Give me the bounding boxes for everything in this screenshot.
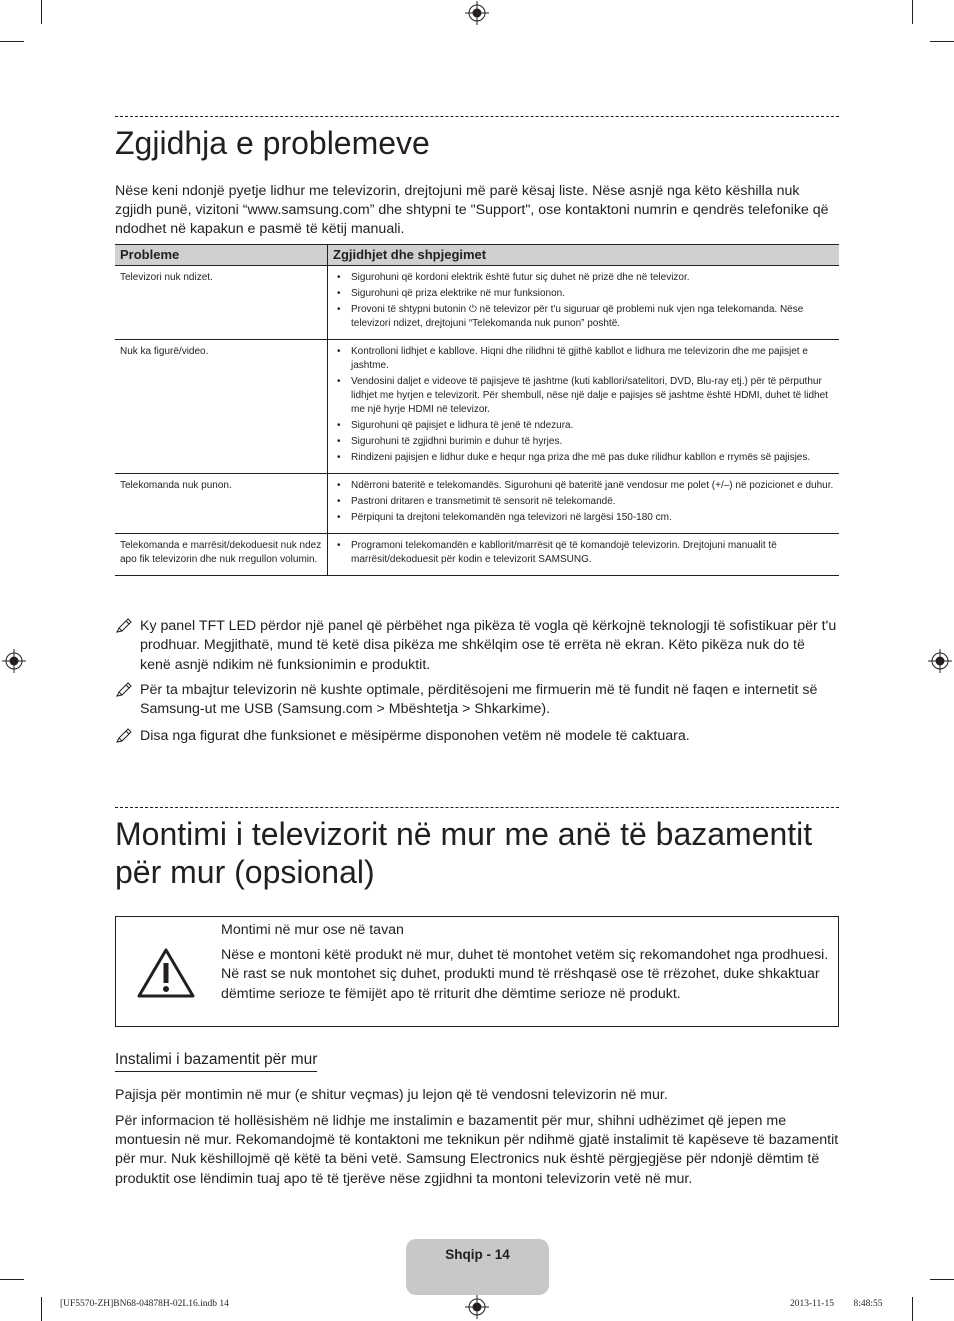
- solution-item: • Sigurohuni që priza elektrike në mur funksionon.: [333, 287, 834, 301]
- registration-mark-icon: [2, 649, 26, 673]
- note-text: Disa nga figurat dhe funksionet e mësipërme disponohen vetëm në modele të caktuara.: [140, 728, 690, 744]
- footer-file-info: [UF5570-ZH]BN68-04878H-02L16.indb 14: [60, 1299, 229, 1309]
- solutions-cell: [328, 474, 840, 534]
- table-row: [115, 340, 839, 474]
- footer-timestamp: 2013-11-15 ￿￿ 8:48:55: [790, 1299, 883, 1309]
- registration-mark-icon: [465, 1, 489, 25]
- problem-cell: Telekomanda e marrësit/dekoduesit nuk ndez apo fik televizorin dhe nuk rregullon volumin.: [115, 534, 328, 576]
- body-paragraph: Për informacion të hollësishëm në lidhje me instalimin e bazamentit për mur, shihni udhëzimet që jepen me montuesin në mur. Rekomandojmë të kontaktoni me teknikun për ndihmë gjatë instalimit të kapëseve të bazamentit për mur. Nuk këshillojmë që këtë ta bëni vetë. Samsung Electronics nuk është përgjegjëse për ndonjë dëmtim të produktit ose lëndimin tuaj apo të të tjerëve nëse zgjidhni ta montoni televizorin vetë në mur.: [115, 1113, 839, 1187]
- solutions-cell: [328, 266, 840, 340]
- solutions-cell: [328, 534, 840, 576]
- pencil-note-icon: [115, 728, 133, 744]
- note-item: [115, 681, 839, 720]
- solution-item: • Pastroni dritaren e transmetimit të sensorit në telekomandë.: [333, 495, 834, 509]
- pencil-note-icon: [115, 682, 133, 698]
- solution-item: • Sigurohuni që pajisjet e lidhura të jenë të ndezura.: [333, 419, 834, 433]
- table-row: [115, 534, 839, 576]
- crop-mark: [912, 1297, 913, 1321]
- crop-mark: [0, 41, 24, 42]
- registration-mark-icon: [928, 649, 952, 673]
- note-text: Ky panel TFT LED përdor një panel që përbëhet nga pikëza të vogla që kërkojnë teknologji të sofistikuar për t'u prodhuar. Megjithatë, mund të ketë disa pikëza me shkëlqim ose të errëta në ekran. Këto pikëza nuk do të kenë asnjë ndikim në funksionimin e produktit.: [140, 618, 837, 673]
- solution-item: • Vendosini daljet e videove të pajisjeve të jashtme (kuti kabllori/satelitori, DVD, Blu-ray etj.) për të përputhur lidhjet me hyrjen e televizorit. Për shembull, nëse një dalje e pajisjes së jashtme është HDMI, duhet të lidhet me një hyrje HDMI në televizor.: [333, 375, 834, 417]
- section-title: Montimi i televizorit në mur me anë të bazamentit për mur (opsional): [115, 816, 813, 890]
- warning-triangle-icon: [136, 947, 196, 999]
- table-row: [115, 266, 839, 340]
- warning-body: Nëse e montoni këtë produkt në mur, duhet të montohet vetëm siç rekomandohet nga prodhuesi. Në rast se nuk montohet siç duhet, produkti mund të rrëshqasë ose të rrëzohet, duke shkaktuar dëmtime serioze te fëmijët apo të rriturit dhe dëmtime serioze në produkt.: [221, 947, 829, 1002]
- pencil-note-icon: [115, 618, 133, 634]
- solutions-cell: [328, 340, 840, 474]
- section-divider: [115, 807, 839, 808]
- solution-item: • Sigurohuni të zgjidhni burimin e duhur të hyrjes.: [333, 435, 834, 449]
- table-row: [115, 474, 839, 534]
- section-divider: [115, 116, 839, 117]
- crop-mark: [41, 1297, 42, 1321]
- solution-item: • Sigurohuni që kordoni elektrik është futur siç duhet në prizë dhe në televizor.: [333, 271, 834, 285]
- section-title: Zgjidhja e problemeve: [115, 125, 430, 161]
- crop-mark: [930, 41, 954, 42]
- body-paragraph: Pajisja për montimin në mur (e shitur veçmas) ju lejon që të vendosni televizorin në mur.: [115, 1087, 668, 1103]
- intro-paragraph: Nëse keni ndonjë pyetje lidhur me televizorin, drejtojuni më parë kësaj liste. Nëse asnjë nga këto këshilla nuk zgjidh punë, vizitoni “www.samsung.com” dhe shtypni te "Support", ose kontaktoni numrin e qendrës telefonike që ndodhet në kapakun e pasmë të këtij manuali.: [115, 183, 829, 238]
- subheading: Instalimi i bazamentit për mur: [115, 1050, 317, 1072]
- warning-title: Montimi në mur ose në tavan: [221, 922, 404, 938]
- note-text: Për ta mbajtur televizorin në kushte optimale, përditësojeni me firmuerin më të fundit në faqen e internetit së Samsung-ut me USB (Samsung.com > Mbështetja > Shkarkime).: [140, 682, 818, 718]
- column-header-problems: Probleme: [115, 245, 328, 266]
- crop-mark: [912, 0, 913, 24]
- page-number: Shqip - 14: [445, 1247, 510, 1262]
- note-item: [115, 727, 839, 746]
- registration-mark-icon: [465, 1295, 489, 1319]
- crop-mark: [41, 0, 42, 24]
- problem-cell: Telekomanda nuk punon.: [115, 474, 328, 534]
- problem-cell: Nuk ka figurë/video.: [115, 340, 328, 474]
- column-header-solutions: Zgjidhjet dhe shpjegimet: [328, 245, 840, 266]
- solution-item: • Programoni telekomandën e kabllorit/marrësit që të komandojë televizorin. Drejtojuni manualit të marrësit/dekoduesit për kodin e televizorit SAMSUNG.: [333, 539, 834, 567]
- solution-item: • Përpiquni ta drejtoni telekomandën nga televizori në largësi 150-180 cm.: [333, 511, 834, 525]
- solution-item: • Provoni të shtypni butonin ⏻ në televizor për t'u siguruar që problemi nuk vjen nga telekomanda. Nëse televizori ndizet, drejtojuni “Telekomanda nuk punon” poshtë.: [333, 303, 834, 331]
- solution-item: • Rindizeni pajisjen e lidhur duke e hequr nga priza dhe më pas duke rilidhur kabllon e rrymës së pajisjes.: [333, 451, 834, 465]
- table-header-row: [115, 245, 839, 266]
- note-item: [115, 617, 839, 675]
- troubleshooting-table: [115, 244, 839, 576]
- page-number-tab: [406, 1239, 549, 1295]
- crop-mark: [930, 1279, 954, 1280]
- solution-item: • Ndërroni bateritë e telekomandës. Sigurohuni që bateritë janë vendosur me polet (+/–) në pozicionet e duhur.: [333, 479, 834, 493]
- warning-box: [115, 916, 839, 1027]
- problem-cell: Televizori nuk ndizet.: [115, 266, 328, 340]
- crop-mark: [0, 1279, 24, 1280]
- solution-item: • Kontrolloni lidhjet e kabllove. Hiqni dhe rilidhni të gjithë kabllot e lidhura me televizorin dhe me pajisjet e jashtme.: [333, 345, 834, 373]
